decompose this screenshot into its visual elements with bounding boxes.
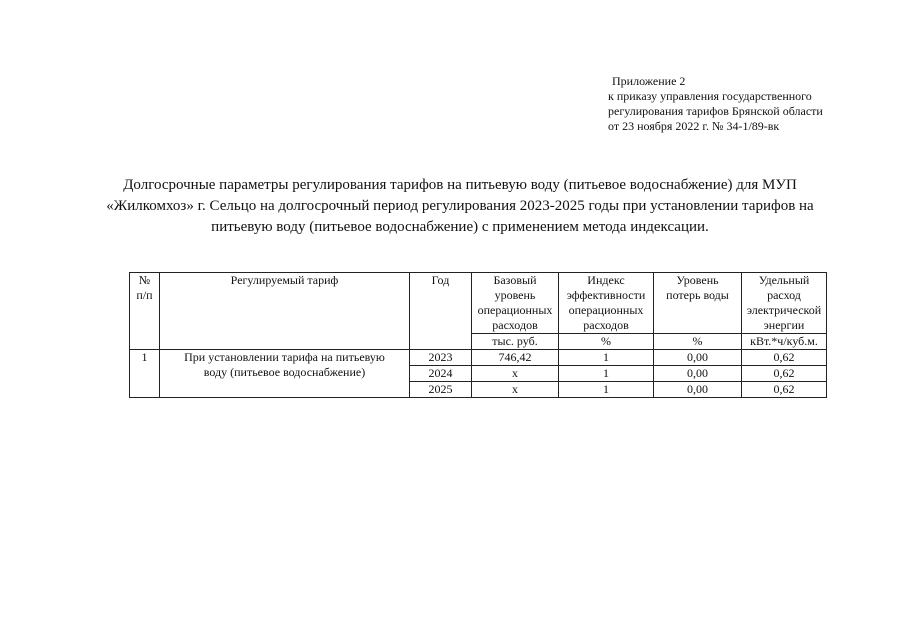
appendix-authority-line: регулирования тарифов Брянской области (608, 104, 823, 118)
title-line-1: Долгосрочные параметры регулирования тарифов на питьевую воду (питьевое водоснабжение) для МУП (123, 177, 797, 193)
header-line: уровень (494, 288, 536, 302)
cell-index: 1 (559, 382, 654, 398)
header-line: операционных (477, 303, 553, 317)
cell-base: 746,42 (472, 350, 559, 366)
unit-index: % (559, 334, 654, 350)
appendix-order-line: к приказу управления государственного (608, 89, 812, 103)
cell-electric: 0,62 (742, 382, 827, 398)
tariff-name-line: воду (питьевое водоснабжение) (203, 365, 366, 379)
unit-electric: кВт.*ч/куб.м. (742, 334, 827, 350)
header-line: электрической (746, 303, 822, 317)
header-line: операционных (568, 303, 644, 317)
header-line: энергии (763, 318, 805, 332)
appendix-note (608, 74, 823, 134)
header-line: Базовый (493, 273, 537, 287)
cell-loss: 0,00 (654, 382, 742, 398)
header-year: Год (410, 273, 472, 350)
document-title (95, 175, 825, 238)
cell-year: 2023 (410, 350, 472, 366)
header-water-loss (654, 273, 742, 334)
appendix-date-line: от 23 ноября 2022 г. № 34-1/89-вк (608, 119, 780, 133)
cell-base: x (472, 366, 559, 382)
header-line: Индекс (587, 273, 625, 287)
cell-loss: 0,00 (654, 350, 742, 366)
table-row (130, 350, 827, 366)
header-efficiency-index (559, 273, 654, 334)
header-line: Удельный (758, 273, 810, 287)
cell-index: 1 (559, 366, 654, 382)
cell-electric: 0,62 (742, 350, 827, 366)
row-number: 1 (130, 350, 160, 398)
unit-loss: % (654, 334, 742, 350)
header-line: Уровень (676, 273, 719, 287)
cell-year: 2025 (410, 382, 472, 398)
header-num-line: п/п (136, 288, 153, 302)
header-electric-consumption (742, 273, 827, 334)
parameters-table (129, 272, 827, 398)
header-line: эффективности (566, 288, 646, 302)
title-line-3: питьевую воду (питьевое водоснабжение) с применением метода индексации. (211, 219, 709, 235)
header-num (130, 273, 160, 350)
header-line: расходов (583, 318, 629, 332)
tariff-name-line: При установлении тарифа на питьевую (184, 350, 385, 364)
cell-base: x (472, 382, 559, 398)
appendix-title: Приложение 2 (612, 74, 686, 88)
tariff-name (160, 350, 410, 398)
table-header-row (130, 273, 827, 334)
cell-electric: 0,62 (742, 366, 827, 382)
header-line: расход (767, 288, 801, 302)
header-line: потерь воды (666, 288, 729, 302)
unit-base: тыс. руб. (472, 334, 559, 350)
header-num-line: № (138, 273, 151, 287)
cell-year: 2024 (410, 366, 472, 382)
header-tariff: Регулируемый тариф (160, 273, 410, 350)
header-base-level (472, 273, 559, 334)
header-line: расходов (492, 318, 538, 332)
cell-loss: 0,00 (654, 366, 742, 382)
cell-index: 1 (559, 350, 654, 366)
title-line-2: «Жилкомхоз» г. Сельцо на долгосрочный период регулирования 2023-2025 годы при установлении тарифов на (106, 198, 814, 214)
